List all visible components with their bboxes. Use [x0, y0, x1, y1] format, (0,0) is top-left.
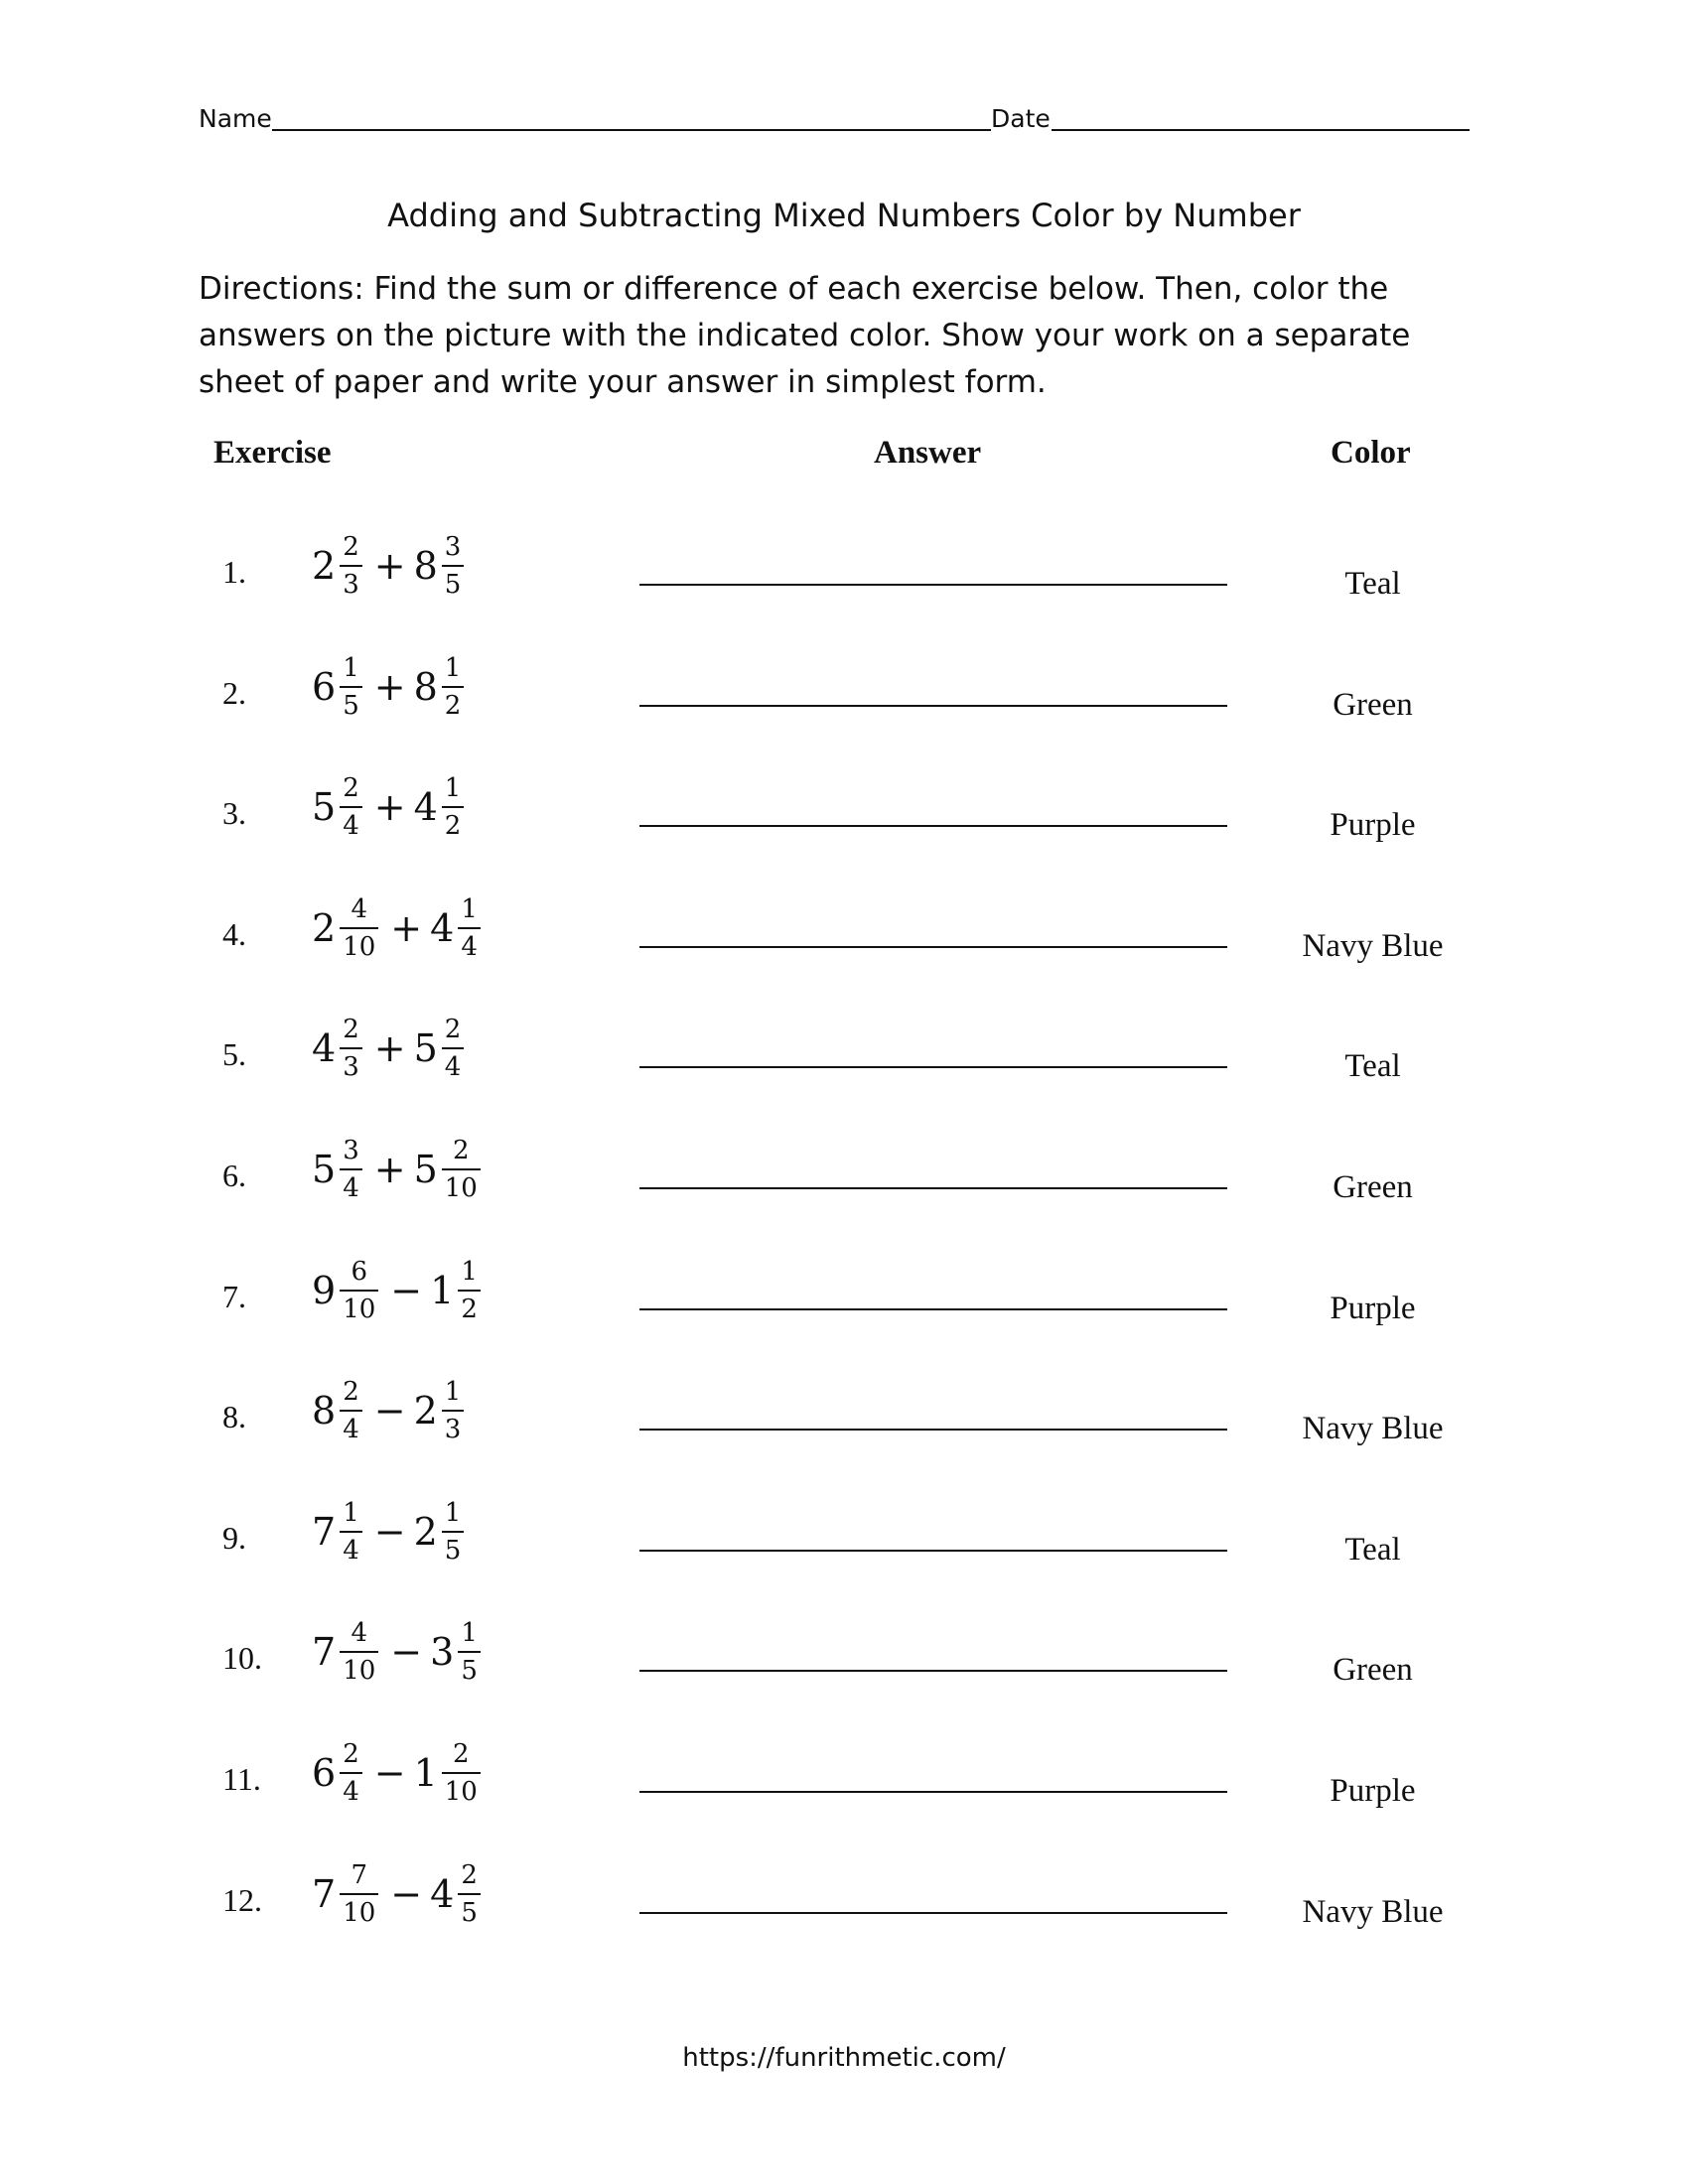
exercise-expression: [312, 1241, 487, 1340]
operator: −: [390, 1872, 423, 1916]
exercise-row: [0, 1844, 1688, 1944]
name-date-header: [199, 103, 1470, 139]
fraction-numerator: 2: [343, 773, 359, 803]
second-whole: 4: [430, 1872, 455, 1916]
exercise-number: 9.: [222, 1520, 246, 1556]
color-label: Navy Blue: [1302, 1894, 1444, 1930]
second-whole: 8: [413, 665, 438, 709]
exercise-expression: [312, 1361, 470, 1460]
exercise-row: [0, 879, 1688, 978]
exercise-expression: [312, 999, 470, 1098]
name-field[interactable]: [272, 129, 991, 131]
second-fraction: [458, 1620, 481, 1684]
fraction-denominator: 5: [458, 1893, 481, 1926]
color-label: Teal: [1344, 566, 1401, 602]
exercise-expression: [312, 1844, 487, 1944]
answer-column-header: Answer: [874, 435, 982, 471]
fraction-denominator: 10: [442, 1168, 481, 1201]
operator: −: [390, 1269, 423, 1312]
first-fraction: [340, 1500, 362, 1564]
second-whole: 2: [413, 1389, 438, 1433]
fraction-denominator: 10: [340, 1893, 378, 1926]
answer-blank[interactable]: [639, 1308, 1227, 1310]
exercise-row: [0, 1120, 1688, 1219]
answer-blank[interactable]: [639, 584, 1227, 586]
first-fraction: [340, 1259, 378, 1322]
second-fraction: [442, 1741, 481, 1805]
fraction-denominator: 4: [458, 927, 481, 960]
fraction-numerator: 2: [453, 1739, 470, 1769]
operator: −: [373, 1751, 406, 1795]
fraction-numerator: 2: [444, 1015, 462, 1044]
fraction-numerator: 2: [461, 1860, 478, 1890]
color-label: Teal: [1344, 1532, 1401, 1568]
operator: +: [373, 1148, 406, 1191]
fraction-denominator: 3: [340, 1047, 362, 1080]
first-fraction: [340, 775, 362, 839]
answer-blank[interactable]: [639, 1066, 1227, 1068]
page-title: Adding and Subtracting Mixed Numbers Color by Number: [387, 197, 1301, 234]
footer-url: https://funrithmetic.com/: [682, 2043, 1006, 2073]
second-whole: 1: [413, 1751, 438, 1795]
operator: +: [390, 906, 423, 950]
fraction-numerator: 2: [343, 532, 359, 562]
first-whole: 7: [312, 1872, 337, 1916]
exercise-expression: [312, 637, 470, 737]
fraction-numerator: 1: [444, 653, 462, 683]
answer-blank[interactable]: [639, 1912, 1227, 1914]
second-fraction: [458, 1862, 481, 1926]
exercise-row: [0, 1361, 1688, 1460]
color-label: Navy Blue: [1302, 1411, 1444, 1446]
fraction-numerator: 2: [343, 1377, 359, 1407]
name-label: Name: [199, 104, 272, 133]
fraction-numerator: 1: [444, 1498, 462, 1528]
exercise-expression: [312, 879, 487, 978]
fraction-numerator: 4: [351, 1618, 367, 1648]
operator: −: [373, 1389, 406, 1433]
first-whole: 7: [312, 1630, 337, 1674]
answer-blank[interactable]: [639, 1550, 1227, 1552]
exercise-number: 6.: [222, 1158, 246, 1193]
second-fraction: [442, 1138, 481, 1201]
fraction-numerator: 3: [343, 1136, 359, 1165]
color-label: Green: [1333, 1169, 1413, 1205]
fraction-denominator: 5: [442, 1531, 465, 1564]
exercise-row: [0, 1602, 1688, 1702]
exercise-row: [0, 757, 1688, 857]
first-fraction: [340, 896, 378, 960]
exercise-expression: [312, 516, 470, 615]
answer-blank[interactable]: [639, 705, 1227, 707]
first-fraction: [340, 1862, 378, 1926]
second-whole: 5: [413, 1148, 438, 1191]
fraction-denominator: 10: [340, 1651, 378, 1684]
fraction-denominator: 4: [340, 1410, 362, 1442]
first-fraction: [340, 1017, 362, 1080]
fraction-numerator: 2: [343, 1015, 359, 1044]
directions-text: : Find the sum or difference of each exercise below. Then, color the answers on the picture with the indicated color. Show your work on a separate sheet of paper and write your answer in simplest form.: [199, 271, 1411, 400]
fraction-numerator: 4: [351, 894, 367, 924]
fraction-denominator: 5: [442, 565, 465, 598]
fraction-numerator: 1: [444, 1377, 462, 1407]
first-whole: 5: [312, 1148, 337, 1191]
second-whole: 8: [413, 544, 438, 588]
exercise-number: 10.: [222, 1640, 262, 1676]
answer-blank[interactable]: [639, 1670, 1227, 1672]
exercise-number: 7.: [222, 1279, 246, 1314]
exercise-row: [0, 1482, 1688, 1581]
operator: −: [390, 1630, 423, 1674]
color-column-header: Color: [1331, 435, 1411, 471]
exercise-expression: [312, 1602, 487, 1702]
fraction-denominator: 4: [340, 806, 362, 839]
first-whole: 4: [312, 1026, 337, 1070]
fraction-denominator: 10: [340, 1290, 378, 1322]
second-fraction: [442, 775, 465, 839]
second-whole: 2: [413, 1510, 438, 1554]
exercise-expression: [312, 757, 470, 857]
exercise-column-header: Exercise: [213, 435, 332, 471]
directions-label: Directions: [199, 271, 354, 307]
fraction-numerator: 1: [461, 1257, 478, 1287]
exercise-number: 5.: [222, 1036, 246, 1072]
operator: +: [373, 544, 406, 588]
exercise-number: 2.: [222, 675, 246, 711]
color-label: Purple: [1330, 1773, 1416, 1809]
second-fraction: [442, 655, 465, 719]
exercise-row: [0, 1723, 1688, 1823]
operator: +: [373, 785, 406, 829]
fraction-denominator: 2: [442, 686, 465, 719]
operator: −: [373, 1510, 406, 1554]
fraction-numerator: 3: [444, 532, 462, 562]
first-fraction: [340, 1620, 378, 1684]
answer-blank[interactable]: [639, 1187, 1227, 1189]
exercise-row: [0, 516, 1688, 615]
first-whole: 2: [312, 544, 337, 588]
exercise-number: 4.: [222, 916, 246, 952]
fraction-denominator: 4: [340, 1168, 362, 1201]
answer-blank[interactable]: [639, 1791, 1227, 1793]
fraction-numerator: 2: [453, 1136, 470, 1165]
second-whole: 4: [413, 785, 438, 829]
exercise-number: 12.: [222, 1882, 262, 1918]
color-label: Purple: [1330, 807, 1416, 843]
exercise-number: 3.: [222, 795, 246, 831]
exercise-number: 11.: [222, 1761, 261, 1797]
first-fraction: [340, 1379, 362, 1442]
second-whole: 1: [430, 1269, 455, 1312]
second-whole: 4: [430, 906, 455, 950]
answer-blank[interactable]: [639, 1429, 1227, 1431]
fraction-numerator: 2: [343, 1739, 359, 1769]
operator: +: [373, 1026, 406, 1070]
first-whole: 5: [312, 785, 337, 829]
color-label: Teal: [1344, 1048, 1401, 1084]
exercise-row: [0, 1241, 1688, 1340]
answer-blank[interactable]: [639, 946, 1227, 948]
fraction-denominator: 5: [340, 686, 362, 719]
exercise-expression: [312, 1723, 487, 1823]
first-fraction: [340, 1138, 362, 1201]
answer-blank[interactable]: [639, 825, 1227, 827]
color-label: Green: [1333, 1652, 1413, 1688]
second-fraction: [442, 1379, 465, 1442]
fraction-denominator: 2: [442, 806, 465, 839]
fraction-denominator: 3: [442, 1410, 465, 1442]
fraction-denominator: 4: [340, 1531, 362, 1564]
exercise-number: 8.: [222, 1399, 246, 1434]
fraction-denominator: 10: [340, 927, 378, 960]
color-label: Green: [1333, 687, 1413, 723]
first-fraction: [340, 534, 362, 598]
fraction-denominator: 2: [458, 1290, 481, 1322]
exercise-expression: [312, 1482, 470, 1581]
fraction-denominator: 4: [442, 1047, 465, 1080]
exercise-row: [0, 637, 1688, 737]
color-label: Navy Blue: [1302, 928, 1444, 964]
second-fraction: [458, 1259, 481, 1322]
first-whole: 6: [312, 665, 337, 709]
directions-paragraph: [199, 266, 1489, 406]
fraction-denominator: 10: [442, 1772, 481, 1805]
fraction-denominator: 5: [458, 1651, 481, 1684]
fraction-numerator: 1: [343, 1498, 359, 1528]
first-whole: 9: [312, 1269, 337, 1312]
second-fraction: [442, 1017, 465, 1080]
fraction-denominator: 3: [340, 565, 362, 598]
fraction-denominator: 4: [340, 1772, 362, 1805]
fraction-numerator: 1: [461, 1618, 478, 1648]
second-whole: 3: [430, 1630, 455, 1674]
first-fraction: [340, 1741, 362, 1805]
second-whole: 5: [413, 1026, 438, 1070]
first-whole: 8: [312, 1389, 337, 1433]
second-fraction: [442, 534, 465, 598]
fraction-numerator: 1: [444, 773, 462, 803]
second-fraction: [458, 896, 481, 960]
date-field[interactable]: [1052, 129, 1470, 131]
first-whole: 6: [312, 1751, 337, 1795]
fraction-numerator: 7: [351, 1860, 367, 1890]
color-label: Purple: [1330, 1291, 1416, 1326]
exercise-row: [0, 999, 1688, 1098]
exercise-number: 1.: [222, 554, 246, 590]
operator: +: [373, 665, 406, 709]
fraction-numerator: 6: [351, 1257, 367, 1287]
fraction-numerator: 1: [343, 653, 359, 683]
exercise-expression: [312, 1120, 487, 1219]
first-whole: 7: [312, 1510, 337, 1554]
fraction-numerator: 1: [461, 894, 478, 924]
first-whole: 2: [312, 906, 337, 950]
first-fraction: [340, 655, 362, 719]
second-fraction: [442, 1500, 465, 1564]
date-label: Date: [991, 104, 1051, 133]
